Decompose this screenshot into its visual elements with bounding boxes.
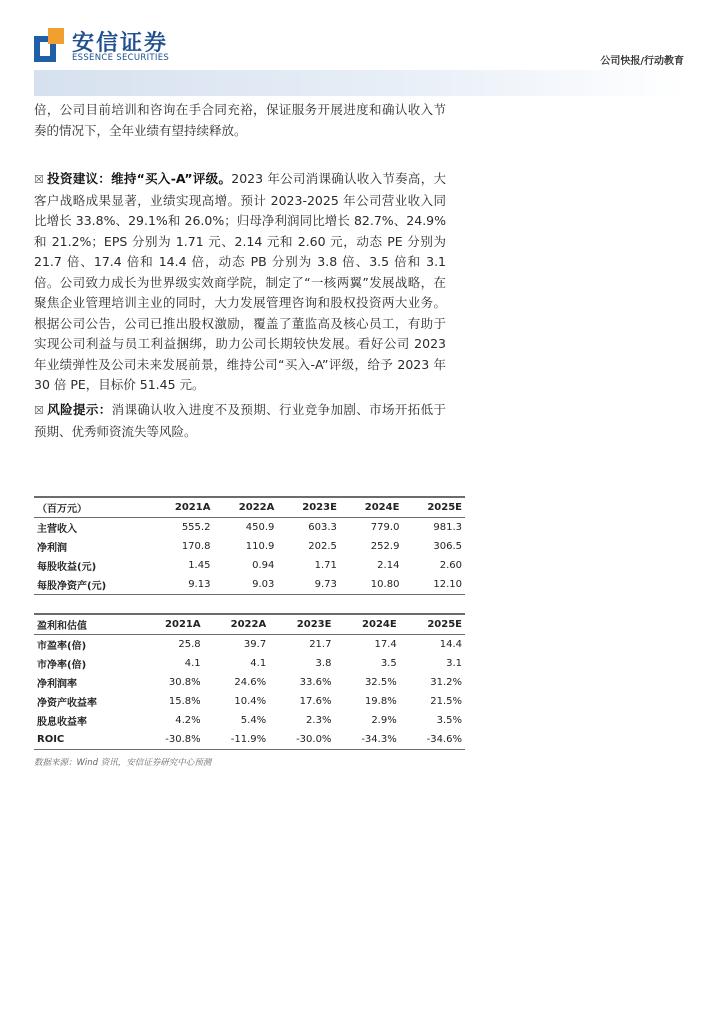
table-header-year: 2024E xyxy=(340,497,403,518)
table-cell: 39.7 xyxy=(243,639,267,650)
table-cell: -34.6% xyxy=(400,730,465,750)
table-cell: -30.0% xyxy=(269,730,334,750)
company-logo xyxy=(34,26,184,66)
table-cell: 17.4 xyxy=(374,639,397,650)
row-label: 主营收入 xyxy=(37,524,77,535)
table-row xyxy=(34,635,465,655)
report-category: 公司快报/行动教育 xyxy=(600,56,684,67)
table-cell: 4.1 xyxy=(184,658,201,669)
table-cell: 12.10 xyxy=(402,575,465,595)
logo-english-name: ESSENCE SECURITIES xyxy=(72,53,170,63)
table-cell: 2.14 xyxy=(377,560,400,571)
table-header-year: 2021A xyxy=(150,497,214,518)
investment-advice-heading: 投资建议：维持“买入-A”评级。 xyxy=(46,171,232,186)
header-band xyxy=(34,70,686,96)
table-cell: 555.2 xyxy=(181,522,211,533)
row-label: 每股收益(元) xyxy=(37,562,97,573)
table-header-year: 2025E xyxy=(402,497,465,518)
table-cell: 25.8 xyxy=(178,639,201,650)
paragraph-continued xyxy=(34,100,446,141)
financial-summary-table xyxy=(34,496,465,595)
table-header-label: 盈利和估值 xyxy=(34,614,138,635)
table-cell: 3.5% xyxy=(436,715,462,726)
table-cell: 21.7 xyxy=(309,639,332,650)
risk-warning-paragraph xyxy=(34,400,446,442)
logo-mark-icon xyxy=(34,28,66,62)
table-cell: 252.9 xyxy=(370,541,400,552)
row-label: ROIC xyxy=(34,730,138,750)
row-label: 股息收益率 xyxy=(37,717,87,728)
checkbox-icon: ☒ xyxy=(34,173,44,186)
table-header-label: （百万元） xyxy=(34,497,150,518)
table-cell: 15.8% xyxy=(168,696,201,707)
table-header-row xyxy=(34,497,465,518)
table-cell: 1.71 xyxy=(314,560,337,571)
row-label: 市盈率(倍) xyxy=(37,641,87,652)
table-cell: 1.45 xyxy=(188,560,211,571)
row-label: 净利润率 xyxy=(37,679,77,690)
table-row xyxy=(34,556,465,575)
table-header-row xyxy=(34,614,465,635)
table-cell: 202.5 xyxy=(308,541,337,552)
table-cell: -34.3% xyxy=(334,730,399,750)
table-cell: 3.8 xyxy=(315,658,332,669)
table-cell: 30.8% xyxy=(168,677,201,688)
table-cell: 33.6% xyxy=(299,677,332,688)
table-header-year: 2023E xyxy=(277,497,340,518)
table-cell: 17.6% xyxy=(299,696,332,707)
table-row xyxy=(34,692,465,711)
table-cell: 9.03 xyxy=(213,575,277,595)
investment-advice-paragraph xyxy=(34,169,446,396)
paragraph-continued-text: 倍，公司目前培训和咨询在手合同充裕，保证服务开展进度和确认收入节奏的情况下，全年业绩有望持续释放。 xyxy=(34,102,446,138)
table-cell: 450.9 xyxy=(245,522,275,533)
table-cell: 4.2% xyxy=(175,715,201,726)
table-header-year: 2022A xyxy=(204,614,270,635)
valuation-table xyxy=(34,613,465,750)
table-row xyxy=(34,730,465,750)
row-label: 净资产收益率 xyxy=(37,698,97,709)
table-cell: 21.5% xyxy=(430,696,462,707)
table-cell: 14.4 xyxy=(439,639,462,650)
table-cell: 0.94 xyxy=(252,560,275,571)
table-cell: 4.1 xyxy=(250,658,267,669)
table-cell: 5.4% xyxy=(240,715,267,726)
table-row xyxy=(34,711,465,730)
table-cell: 10.4% xyxy=(234,696,267,707)
table-row xyxy=(34,537,465,556)
table-cell: 3.5 xyxy=(380,658,397,669)
investment-advice-text: 2023 年公司消课确认收入节奏高，大客户战略成果显著，业绩实现高增。预计 2023-2025 年公司营业收入同比增长 33.8%、29.1%和 26.0%；归母净利润同比增长 82.7%、24.9%和 21.2%；EPS 分别为 1.71 元、2.14 元和 2.60 元，动态 PE 分别为 21.7 倍、17.4 倍和 14.4 倍，动态 PB 分别为 3.8 倍、3.5 倍和 3.1 倍。公司致力成长为世界级实效商学院，制定了“一核两翼”发展战略，在聚焦企业管理培训主业的同时，大力发展管理咨询和股权投资两大业务。根据公司公告，公司已推出股权激励，覆盖了董监高及核心员工，有助于实现公司利益与员工利益捆绑，助力公司长期较快发展。看好公司 2023 年业绩弹性及公司未来发展前景，维持公司“买入-A”评级，给予 2023 年 30 倍 PE，目标价 51.45 元。 xyxy=(34,171,446,392)
table-header-year: 2024E xyxy=(334,614,399,635)
table-header-year: 2021A xyxy=(138,614,204,635)
table-cell: 110.9 xyxy=(245,541,275,552)
row-label: 净利润 xyxy=(37,543,67,554)
checkbox-icon: ☒ xyxy=(34,404,44,417)
risk-warning-text: 消课确认收入进度不及预期、行业竞争加剧、市场开拓低于预期、优秀师资流失等风险。 xyxy=(34,402,446,439)
table-cell: 779.0 xyxy=(370,522,400,533)
table-row xyxy=(34,518,465,538)
table-cell: 24.6% xyxy=(234,677,267,688)
table-cell: -30.8% xyxy=(138,730,204,750)
table-cell: 32.5% xyxy=(364,677,397,688)
row-label: 每股净资产(元) xyxy=(34,575,150,595)
table-cell: -11.9% xyxy=(204,730,270,750)
table-header-year: 2025E xyxy=(400,614,465,635)
table-cell: 981.3 xyxy=(433,522,462,533)
table-header-year: 2023E xyxy=(269,614,334,635)
table-cell: 306.5 xyxy=(433,541,462,552)
row-label: 市净率(倍) xyxy=(37,660,87,671)
logo-chinese-name: 安信证券 xyxy=(72,31,169,56)
table-cell: 9.73 xyxy=(277,575,340,595)
table-cell: 2.3% xyxy=(306,715,332,726)
table-cell: 170.8 xyxy=(181,541,211,552)
table-cell: 2.9% xyxy=(371,715,397,726)
table-cell: 603.3 xyxy=(308,522,337,533)
table-cell: 2.60 xyxy=(439,560,462,571)
table-cell: 19.8% xyxy=(364,696,397,707)
table-cell: 9.13 xyxy=(150,575,214,595)
table-row xyxy=(34,673,465,692)
data-source-note: 数据来源：Wind 资讯，安信证券研究中心预测 xyxy=(34,758,212,768)
table-cell: 31.2% xyxy=(430,677,462,688)
table-cell: 10.80 xyxy=(340,575,403,595)
table-cell: 3.1 xyxy=(446,658,462,669)
risk-warning-heading: 风险提示： xyxy=(46,402,112,417)
table-row xyxy=(34,654,465,673)
table-row xyxy=(34,575,465,595)
table-header-year: 2022A xyxy=(213,497,277,518)
